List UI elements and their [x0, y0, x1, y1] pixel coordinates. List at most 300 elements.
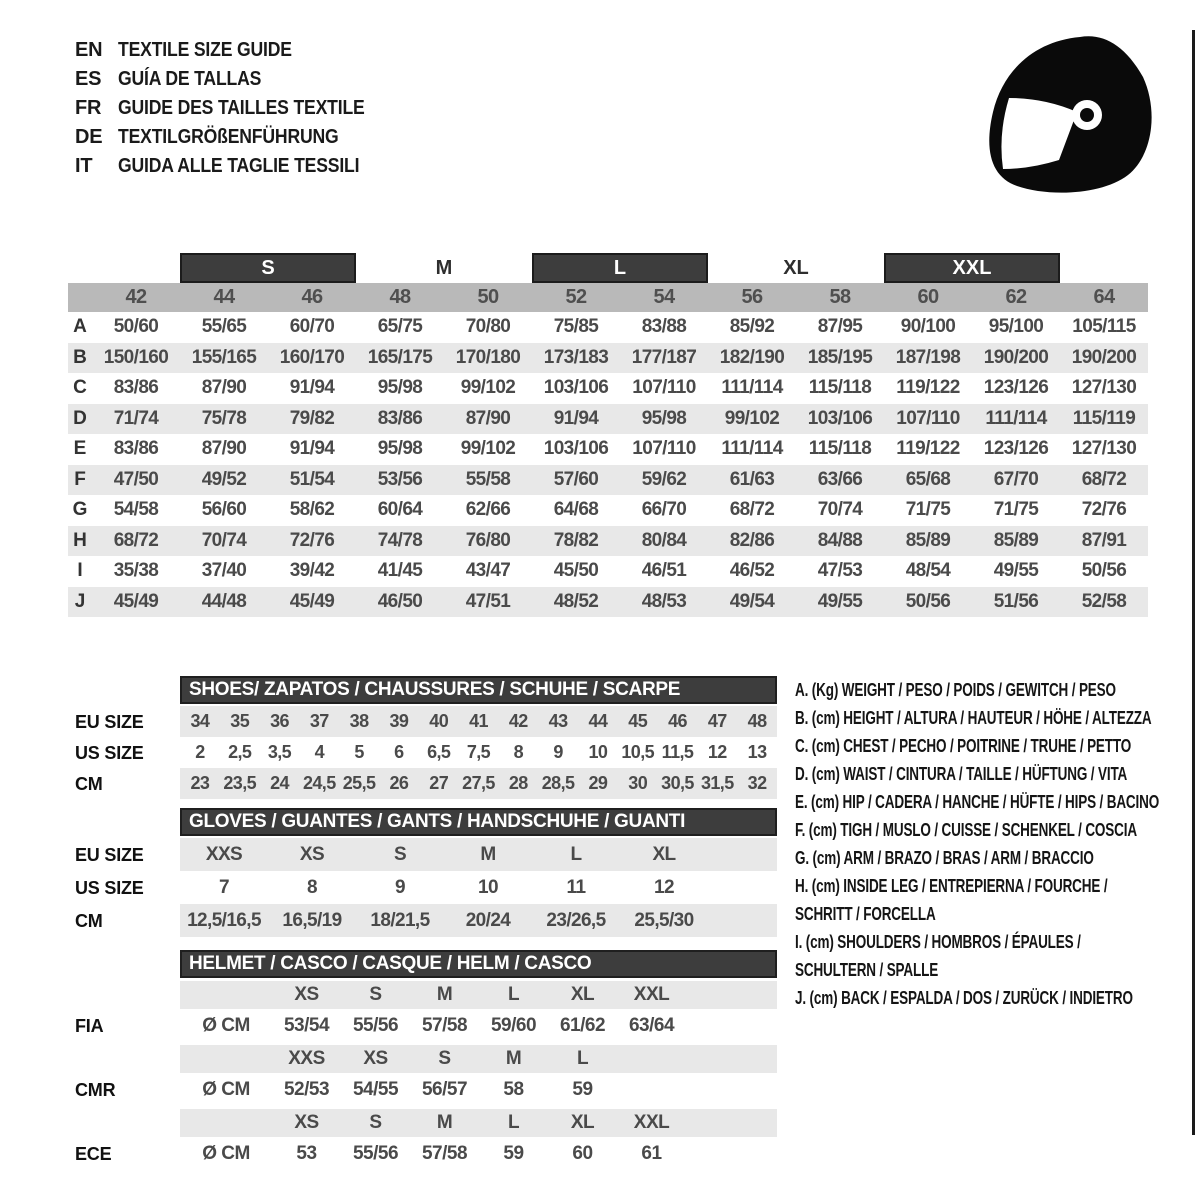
cell: 49/55	[817, 590, 863, 612]
cell: 190/200	[983, 346, 1049, 368]
cell: 43/47	[465, 560, 511, 582]
cell: 11,5	[661, 742, 694, 762]
measurement-legend	[795, 676, 1200, 1012]
language-row	[75, 65, 398, 94]
cell: M	[480, 843, 496, 865]
language-title: GUIDA ALLE TAGLIE TESSILI	[118, 155, 360, 177]
helmet-size-row	[180, 1045, 777, 1073]
cell: 74/78	[377, 529, 423, 551]
cell: 48/52	[553, 590, 599, 612]
cell: 30	[628, 773, 648, 793]
shoes-eu-size-label: EU SIZE	[75, 712, 144, 732]
cell: 87/90	[201, 377, 247, 399]
cell: 79/82	[289, 407, 335, 429]
cell: 107/110	[896, 407, 960, 429]
cell: 115/118	[808, 377, 872, 399]
cell: 87/95	[817, 316, 863, 338]
measurement-row	[68, 587, 1148, 618]
size-group-xxl: XXL	[884, 253, 1060, 283]
cell: 10	[478, 876, 498, 898]
helmet-standard-fia-label: FIA	[75, 1016, 104, 1036]
shoes-us-size-label: US SIZE	[75, 743, 144, 763]
cell: 36	[270, 711, 289, 731]
cell: 160/170	[279, 346, 345, 368]
cell: 41	[469, 711, 488, 731]
measurement-row	[68, 404, 1148, 435]
cell: S	[393, 843, 407, 865]
cell: 127/130	[1071, 377, 1137, 399]
cell: 7	[219, 876, 229, 898]
column-header: 62	[1005, 286, 1027, 308]
cell: 75/85	[553, 316, 599, 338]
cell: XXS	[205, 843, 243, 865]
cell: 61	[641, 1142, 662, 1164]
textile-size-table	[68, 253, 1148, 617]
cell: 85/92	[729, 316, 775, 338]
size-group-l: L	[532, 253, 708, 283]
cell: 8	[307, 876, 317, 898]
size-number-row	[68, 283, 1148, 312]
cell: 87/91	[1081, 529, 1127, 551]
legend-line: I. (cm) SHOULDERS / HOMBROS / ÉPAULES /	[795, 932, 1081, 952]
unit-label: Ø CM	[202, 1078, 250, 1100]
column-header: 54	[653, 286, 675, 308]
cell: 103/106	[543, 377, 609, 399]
column-header: 48	[389, 286, 411, 308]
cell: 84/88	[817, 529, 863, 551]
cell: 51/54	[289, 468, 335, 490]
cell: 35/38	[113, 560, 159, 582]
cell: 53/56	[377, 468, 423, 490]
column-header: S	[369, 984, 382, 1005]
cell: 30,5	[661, 773, 694, 793]
cell: 59/60	[490, 1014, 537, 1036]
cell: 37/40	[201, 560, 247, 582]
column-header: XS	[294, 1112, 319, 1133]
cell: 87/90	[465, 407, 511, 429]
cell: 123/126	[983, 377, 1049, 399]
cell: 2,5	[228, 742, 252, 762]
cell: 64/68	[553, 499, 599, 521]
cell: 55/65	[201, 316, 247, 338]
cell: 43	[548, 711, 568, 731]
language-row	[75, 123, 398, 152]
cell: 91/94	[289, 377, 335, 399]
cell: 59/62	[641, 468, 687, 490]
cell: 187/198	[895, 346, 961, 368]
size-group-s: S	[180, 253, 356, 283]
column-header: L	[507, 984, 520, 1005]
cell: 11	[566, 876, 586, 898]
cell: 95/100	[988, 316, 1044, 338]
column-header: XXS	[288, 1048, 325, 1069]
measurement-row	[68, 312, 1148, 343]
cell: 47/51	[465, 590, 511, 612]
cell: 7,5	[466, 742, 491, 762]
legend-item	[795, 816, 1200, 844]
cell: 25,5/30	[634, 909, 694, 931]
shoes-size-table	[180, 706, 777, 799]
cell: 13	[747, 742, 767, 762]
cell: 105/115	[1072, 316, 1136, 338]
helmet-standard-ece-label: ECE	[75, 1144, 112, 1164]
cell: XS	[299, 843, 325, 865]
cell: 24,5	[302, 773, 336, 793]
page-edge-line	[1192, 30, 1195, 1135]
helmet-section-cmr	[180, 1045, 777, 1106]
legend-item	[795, 984, 1200, 1012]
language-code: DE	[75, 126, 103, 148]
row-label: A	[73, 316, 87, 338]
cell: 71/74	[113, 407, 159, 429]
shoes-cm-label: CM	[75, 774, 103, 794]
gloves-us-size-label: US SIZE	[75, 878, 144, 898]
cell: 10,5	[621, 742, 655, 762]
cell: 9	[395, 876, 405, 898]
cell: 83/88	[641, 316, 687, 338]
cell: 63/64	[628, 1014, 675, 1036]
language-title: GUÍA DE TALLAS	[118, 68, 262, 90]
cell: 32	[747, 773, 767, 793]
cell: 71/75	[993, 499, 1039, 521]
row-label: I	[77, 560, 83, 582]
legend-line: F. (cm) TIGH / MUSLO / CUISSE / SCHENKEL / COSCIA	[795, 820, 1137, 840]
cell: 115/119	[1072, 407, 1136, 429]
row-label: G	[72, 499, 88, 521]
cell: 44	[588, 711, 608, 731]
cell: 185/195	[807, 346, 873, 368]
cell: 55/56	[352, 1142, 399, 1164]
cell: 6	[394, 742, 404, 762]
cell: 90/100	[900, 316, 956, 338]
cell: 53/54	[283, 1014, 330, 1036]
cell: 190/200	[1071, 346, 1137, 368]
cell: 41/45	[377, 560, 423, 582]
measurement-row	[68, 465, 1148, 496]
column-header: L	[576, 1048, 589, 1069]
cell: 87/90	[201, 438, 247, 460]
cell: 95/98	[377, 377, 423, 399]
cell: 68/72	[113, 529, 159, 551]
legend-line: G. (cm) ARM / BRAZO / BRAS / ARM / BRACCIO	[795, 848, 1094, 868]
legend-line: C. (cm) CHEST / PECHO / POITRINE / TRUHE / PETTO	[795, 736, 1132, 756]
shoes-section-header	[180, 676, 777, 704]
cell: 42	[508, 711, 528, 731]
cell: 65/75	[377, 316, 423, 338]
cell: 85/89	[993, 529, 1039, 551]
cell: 47/53	[817, 560, 863, 582]
cell: 48/53	[641, 590, 687, 612]
row-label: H	[73, 529, 87, 551]
cell: 177/187	[631, 346, 697, 368]
column-header: XXL	[633, 1112, 670, 1133]
column-header: M	[436, 984, 453, 1005]
cell: 46/52	[729, 560, 775, 582]
cell: 95/98	[377, 438, 423, 460]
cell: 58/62	[289, 499, 335, 521]
cell: 59	[503, 1142, 524, 1164]
measurement-row	[68, 556, 1148, 587]
size-group-row	[68, 253, 1148, 283]
cell: 48	[747, 711, 767, 731]
legend-line: H. (cm) INSIDE LEG / ENTREPIERNA / FOURCHE /	[795, 876, 1108, 896]
cell: 48/54	[905, 560, 951, 582]
cell: 59	[572, 1078, 593, 1100]
column-header: 46	[301, 286, 323, 308]
cell: 54/55	[352, 1078, 399, 1100]
cell: 39	[389, 711, 409, 731]
legend-item	[795, 704, 1200, 732]
helmet-value-row	[180, 1137, 777, 1170]
shoes-cm-row	[180, 768, 777, 799]
cell: 45/50	[553, 560, 599, 582]
cell: 72/76	[289, 529, 335, 551]
shoes-us-row	[180, 737, 777, 768]
language-title: GUIDE DES TAILLES TEXTILE	[118, 97, 365, 119]
legend-item	[795, 928, 1200, 984]
helmet-size-row	[180, 981, 777, 1009]
helmet-standard-cmr-label: CMR	[75, 1080, 116, 1100]
legend-line: SCHRITT / FORCELLA	[795, 904, 936, 924]
legend-item	[795, 844, 1200, 872]
cell: 27,5	[462, 773, 495, 793]
gloves-size-table	[180, 838, 777, 937]
cell: 3,5	[267, 742, 292, 762]
cell: 57/58	[421, 1142, 468, 1164]
cell: 62/66	[465, 499, 511, 521]
column-header: M	[436, 1112, 453, 1133]
cell: 56/57	[421, 1078, 468, 1100]
cell: 29	[588, 773, 608, 793]
cell: 119/122	[896, 377, 960, 399]
column-header: M	[505, 1048, 522, 1069]
cell: 46/50	[377, 590, 423, 612]
shoes-section-title: SHOES/ ZAPATOS / CHAUSSURES / SCHUHE / SCARPE	[189, 679, 681, 700]
cell: 170/180	[455, 346, 521, 368]
legend-item	[795, 872, 1200, 928]
cell: 119/122	[896, 438, 960, 460]
cell: 182/190	[719, 346, 785, 368]
cell: 107/110	[632, 377, 696, 399]
cell: 150/160	[103, 346, 169, 368]
column-header: 56	[741, 286, 763, 308]
cell: 18/21,5	[370, 909, 430, 931]
cell: 35	[230, 711, 250, 731]
measurement-row	[68, 495, 1148, 526]
cell: 50/60	[113, 316, 159, 338]
cell: 58	[503, 1078, 524, 1100]
cell: 37	[309, 711, 329, 731]
measurement-row	[68, 434, 1148, 465]
cell: 99/102	[460, 377, 516, 399]
legend-item	[795, 760, 1200, 788]
cell: 68/72	[729, 499, 775, 521]
legend-line: E. (cm) HIP / CADERA / HANCHE / HÜFTE / HIPS / BACINO	[795, 792, 1160, 812]
cell: 83/86	[113, 438, 159, 460]
cell: 111/114	[721, 377, 783, 399]
gloves-eu-size-label: EU SIZE	[75, 845, 144, 865]
cell: 127/130	[1071, 438, 1137, 460]
helmet-size-table	[180, 981, 777, 1173]
cell: 63/66	[817, 468, 863, 490]
cell: 56/60	[201, 499, 247, 521]
column-header: XL	[570, 984, 595, 1005]
cell: 51/56	[993, 590, 1039, 612]
cell: 23	[190, 773, 210, 793]
language-title: TEXTILE SIZE GUIDE	[118, 39, 292, 61]
cell: 115/118	[808, 438, 872, 460]
cell: 123/126	[983, 438, 1049, 460]
cell: 70/74	[201, 529, 247, 551]
cell: 50/56	[905, 590, 951, 612]
legend-line: J. (cm) BACK / ESPALDA / DOS / ZURÜCK / INDIETRO	[795, 988, 1133, 1008]
column-header: XXL	[633, 984, 670, 1005]
cell: 155/165	[191, 346, 257, 368]
column-header: XL	[570, 1112, 595, 1133]
cell: 25,5	[342, 773, 376, 793]
gloves-section-title: GLOVES / GUANTES / GANTS / HANDSCHUHE / GUANTI	[189, 811, 686, 832]
column-header: 58	[829, 286, 851, 308]
legend-line: SCHULTERN / SPALLE	[795, 960, 939, 980]
cell: 23/26,5	[546, 909, 606, 931]
cell: 45/49	[113, 590, 159, 612]
legend-line: A. (Kg) WEIGHT / PESO / POIDS / GEWITCH / PESO	[795, 680, 1116, 700]
cell: 85/89	[905, 529, 951, 551]
cell: 107/110	[632, 438, 696, 460]
legend-item	[795, 676, 1200, 704]
cell: 83/86	[377, 407, 423, 429]
column-header: S	[369, 1112, 382, 1133]
measurement-row	[68, 373, 1148, 404]
cell: 70/74	[817, 499, 863, 521]
row-label: C	[73, 377, 87, 399]
cell: 80/84	[641, 529, 687, 551]
cell: 16,5/19	[282, 909, 342, 931]
language-row	[75, 152, 398, 181]
racing-helmet-icon	[975, 28, 1175, 198]
cell: 46	[668, 711, 687, 731]
cell: 39/42	[289, 560, 335, 582]
cell: 91/94	[289, 438, 335, 460]
row-label: J	[74, 590, 86, 612]
cell: 165/175	[367, 346, 433, 368]
helmet-value-row	[180, 1009, 777, 1042]
cell: 60	[572, 1142, 593, 1164]
language-code: IT	[75, 155, 93, 177]
cell: 99/102	[460, 438, 516, 460]
cell: 173/183	[543, 346, 609, 368]
cell: 66/70	[641, 499, 687, 521]
cell: 20/24	[465, 909, 511, 931]
cell: 49/54	[729, 590, 775, 612]
cell: 26	[389, 773, 409, 793]
cell: 67/70	[993, 468, 1039, 490]
helmet-section-title: HELMET / CASCO / CASQUE / HELM / CASCO	[189, 953, 592, 974]
cell: 55/56	[352, 1014, 399, 1036]
cell: 68/72	[1081, 468, 1127, 490]
column-header: 42	[125, 286, 147, 308]
unit-label: Ø CM	[202, 1014, 250, 1036]
cell: 111/114	[985, 407, 1047, 429]
cell: 65/68	[905, 468, 951, 490]
cell: 47/50	[113, 468, 159, 490]
helmet-value-row	[180, 1073, 777, 1106]
legend-item	[795, 732, 1200, 760]
cell: 91/94	[553, 407, 599, 429]
legend-line: D. (cm) WAIST / CINTURA / TAILLE / HÜFTUNG / VITA	[795, 764, 1128, 784]
cell: 76/80	[465, 529, 511, 551]
helmet-section-ece	[180, 1109, 777, 1170]
cell: 82/86	[729, 529, 775, 551]
cell: 12,5/16,5	[187, 909, 261, 931]
cell: 28,5	[541, 773, 575, 793]
cell: 24	[270, 773, 289, 793]
cell: XL	[652, 843, 676, 865]
cell: 34	[190, 711, 210, 731]
cell: L	[570, 843, 582, 865]
cell: 71/75	[905, 499, 951, 521]
gloves-cm-label: CM	[75, 911, 103, 931]
row-label: B	[73, 346, 87, 368]
legend-line: B. (cm) HEIGHT / ALTURA / HAUTEUR / HÖHE / ALTEZZA	[795, 708, 1152, 728]
helmet-section-fia	[180, 981, 777, 1042]
gloves-cm-row	[180, 904, 777, 937]
cell: 44/48	[201, 590, 247, 612]
cell: 49/55	[993, 560, 1039, 582]
cell: 60/70	[289, 316, 335, 338]
cell: 38	[349, 711, 369, 731]
cell: 61/63	[729, 468, 775, 490]
row-label: D	[73, 407, 87, 429]
size-group-xl: XL	[783, 256, 809, 279]
measurement-row	[68, 526, 1148, 557]
cell: 70/80	[465, 316, 511, 338]
cell: 28	[508, 773, 528, 793]
cell: 57/58	[421, 1014, 468, 1036]
column-header: 44	[213, 286, 235, 308]
language-title: TEXTILGRÖßENFÜHRUNG	[118, 126, 339, 148]
helmet-section-header	[180, 950, 777, 978]
cell: 50/56	[1081, 560, 1127, 582]
column-header: 50	[477, 286, 499, 308]
title-language-block	[75, 36, 398, 181]
cell: 6,5	[427, 742, 451, 762]
cell: 57/60	[553, 468, 599, 490]
shoes-eu-row	[180, 706, 777, 737]
column-header: 64	[1093, 286, 1115, 308]
cell: 45	[628, 711, 648, 731]
column-header: S	[438, 1048, 451, 1069]
gloves-eu-row	[180, 838, 777, 871]
cell: 60/64	[377, 499, 423, 521]
row-label: E	[73, 438, 87, 460]
column-header: L	[507, 1112, 520, 1133]
cell: 61/62	[559, 1014, 606, 1036]
cell: 53	[296, 1142, 317, 1164]
cell: 52/58	[1081, 590, 1127, 612]
cell: 5	[354, 742, 364, 762]
measurement-row	[68, 343, 1148, 374]
cell: 12	[654, 876, 674, 898]
cell: 23,5	[223, 773, 257, 793]
cell: 47	[707, 711, 727, 731]
cell: 31,5	[700, 773, 734, 793]
cell: 46/51	[641, 560, 687, 582]
column-header: 52	[565, 286, 587, 308]
column-header: XS	[363, 1048, 388, 1069]
cell: 111/114	[721, 438, 783, 460]
cell: 49/52	[201, 468, 247, 490]
